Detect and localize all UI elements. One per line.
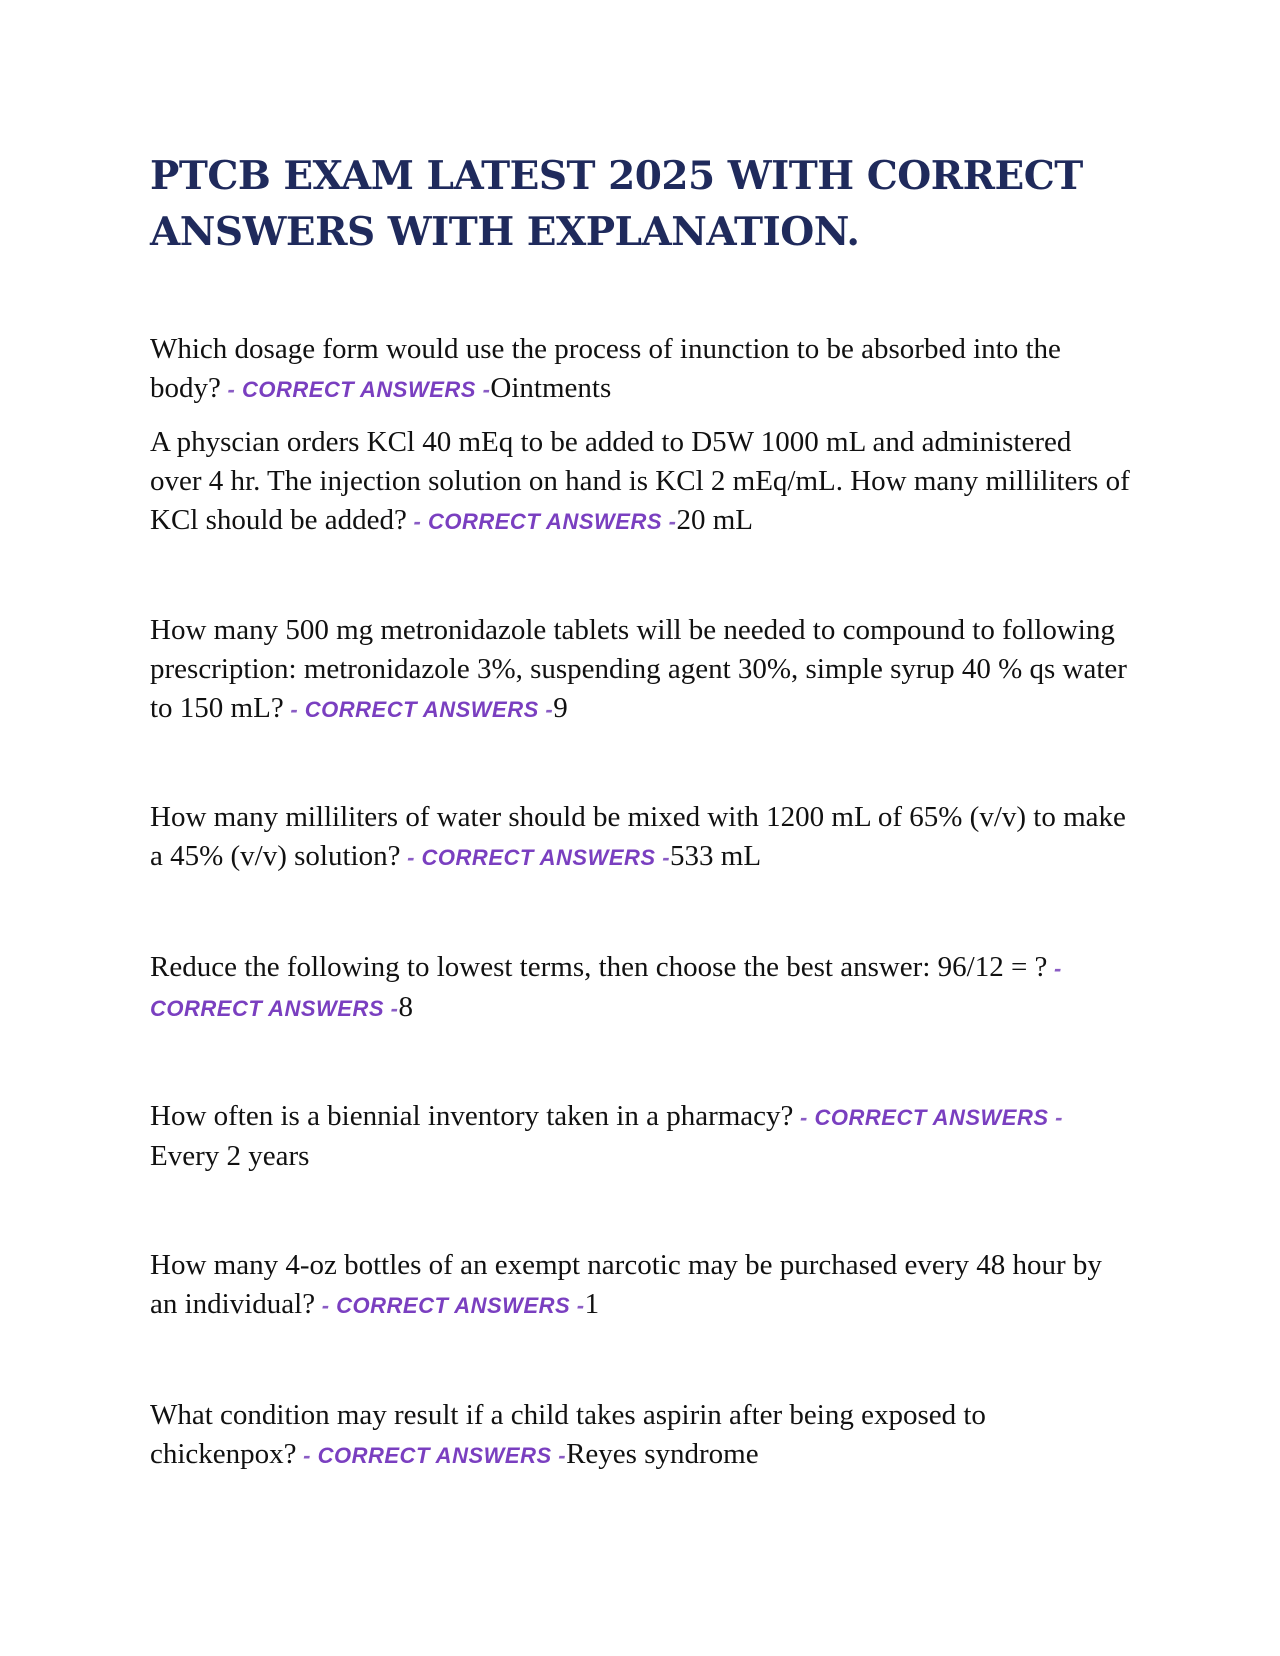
correct-answers-label: CORRECT ANSWERS bbox=[421, 845, 656, 870]
correct-answers-label: CORRECT ANSWERS bbox=[304, 697, 539, 722]
qa-item bbox=[150, 330, 1130, 409]
correct-answers-label: CORRECT ANSWERS bbox=[427, 509, 663, 534]
question-text: How many 4-oz bottles of an exempt narcotic may be purchased every 48 hour by an individual? bbox=[150, 1249, 1102, 1320]
answer-text: 9 bbox=[553, 692, 568, 724]
qa-item bbox=[150, 948, 1130, 1028]
qa-item bbox=[150, 1246, 1130, 1325]
separator: - bbox=[1048, 1105, 1063, 1130]
separator: - bbox=[655, 845, 671, 870]
separator: - bbox=[538, 697, 554, 722]
question-text: What condition may result if a child takes aspirin after being exposed to chickenpox? bbox=[150, 1399, 986, 1470]
page-title: PTCB EXAM LATEST 2025 WITH CORRECT ANSWERS WITH EXPLANATION. bbox=[150, 153, 1083, 255]
separator: - bbox=[220, 377, 242, 402]
correct-answers-label: CORRECT ANSWERS bbox=[814, 1105, 1049, 1130]
correct-answers-label: CORRECT ANSWERS bbox=[317, 1443, 552, 1468]
qa-item bbox=[150, 798, 1130, 877]
separator: - bbox=[384, 996, 399, 1021]
separator: - bbox=[551, 1443, 567, 1468]
question-text: Which dosage form would use the process of inunction to be absorbed into the body? bbox=[150, 333, 1061, 404]
qa-item bbox=[150, 1097, 1130, 1176]
separator: - bbox=[793, 1105, 815, 1130]
answer-text: Every 2 years bbox=[150, 1140, 310, 1172]
correct-answers-label: CORRECT ANSWERS bbox=[150, 996, 385, 1021]
qa-item bbox=[150, 1396, 1130, 1475]
qa-item bbox=[150, 423, 1130, 541]
separator: - bbox=[475, 377, 491, 402]
separator: - bbox=[315, 1293, 337, 1318]
separator: - bbox=[570, 1293, 585, 1318]
answer-text: 533 mL bbox=[670, 840, 762, 872]
separator: - bbox=[406, 509, 428, 534]
separator: - bbox=[662, 509, 677, 534]
answer-text: Reyes syndrome bbox=[566, 1438, 759, 1470]
answer-text: 1 bbox=[584, 1288, 600, 1320]
answer-text: 8 bbox=[398, 991, 413, 1023]
separator: - bbox=[1047, 956, 1062, 981]
separator: - bbox=[400, 845, 422, 870]
correct-answers-label: CORRECT ANSWERS bbox=[241, 377, 476, 402]
correct-answers-label: CORRECT ANSWERS bbox=[336, 1293, 571, 1318]
answer-text: Ointments bbox=[490, 372, 612, 404]
question-text: A physcian orders KCl 40 mEq to be added to D5W 1000 mL and administered over 4 hr. The injection solution on hand is KCl 2 mEq/mL. How many milliliters of KCl should be added? bbox=[150, 426, 1130, 536]
question-text: How many 500 mg metronidazole tablets will be needed to compound to following prescription: metronidazole 3%, suspending agent 30%, simple syrup 40 % qs water to 150 mL? bbox=[150, 614, 1127, 724]
separator: - bbox=[283, 697, 305, 722]
question-text: Reduce the following to lowest terms, then choose the best answer: 96/12 = ? bbox=[150, 951, 1048, 983]
answer-text: 20 mL bbox=[676, 504, 753, 536]
separator: - bbox=[296, 1443, 318, 1468]
qa-item bbox=[150, 611, 1130, 729]
question-text: How many milliliters of water should be mixed with 1200 mL of 65% (v/v) to make a 45% (v/v) solution? bbox=[150, 801, 1126, 872]
question-text: How often is a biennial inventory taken in a pharmacy? bbox=[150, 1100, 794, 1132]
